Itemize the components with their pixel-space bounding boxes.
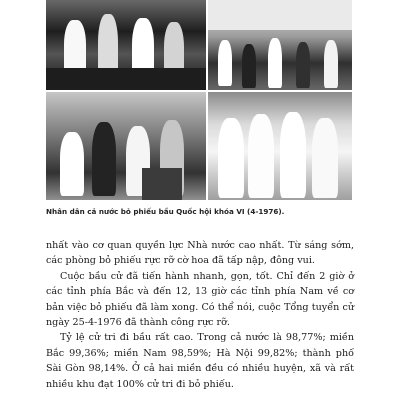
paragraph: nhất vào cơ quan quyền lực Nhà nước cao nhất. Từ sáng sớm, các phòng bỏ phiếu rực rỡ cờ hoa đã tấp nập, đông vui. <box>46 240 354 267</box>
photo-nuns-voting <box>208 92 352 200</box>
photo-voting-officials <box>46 0 206 90</box>
body-text <box>46 238 354 392</box>
paragraph: Cuộc bầu cử đã tiến hành nhanh, gọn, tốt. Chỉ đến 2 giờ ở các tỉnh phía Bắc và đến 12, 13 giờ các tỉnh phía Nam về cơ bản việc bỏ phiếu đã làm xong. Có thể nói, cuộc Tổng tuyển cử ngày 25-4-1976 đã thành công rực rỡ. <box>46 270 354 329</box>
photo-caption: Nhân dân cả nước bỏ phiếu bầu Quốc hội khóa VI (4-1976). <box>46 207 285 216</box>
paragraph: Tỷ lệ cử tri đi bầu rất cao. Trong cả nước là 98,77%; miền Bắc 99,36%; miền Nam 98,59%; Hà Nội 99,82%; thành phố Sài Gòn 98,14%. Ở cả hai miền đều có nhiều huyện, xã và rất nhiều khu đạt 100% cử tri đi bỏ phiếu. <box>46 332 354 390</box>
photo-crowd-street <box>208 0 352 90</box>
photo-collage <box>46 0 352 200</box>
photo-women-ballot-box <box>46 92 206 200</box>
